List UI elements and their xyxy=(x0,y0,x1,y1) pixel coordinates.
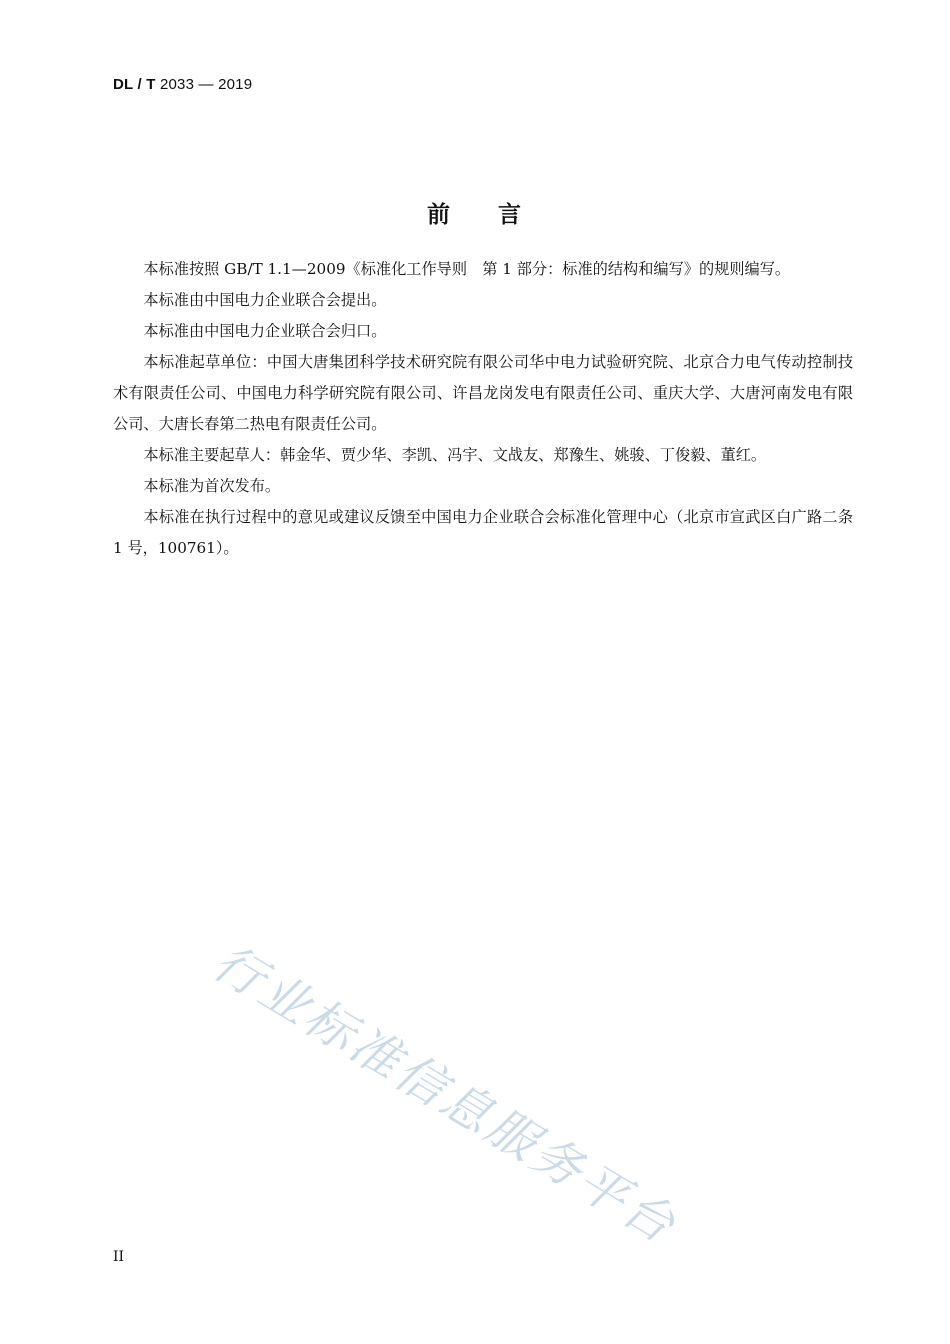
paragraph-centralized-by: 本标准由中国电力企业联合会归口。 xyxy=(143,322,387,340)
paragraph-drafting-units: 本标准起草单位：中国大唐集团科学技术研究院有限公司华中电力试验研究院、北京合力电气传动控制技术有限责任公司、中国电力科学研究院有限公司、许昌龙岗发电有限责任公司、重庆大学、大唐河南发电有限公司、大唐长春第二热电有限责任公司。 xyxy=(113,353,853,433)
paragraph-proposed-by: 本标准由中国电力企业联合会提出。 xyxy=(143,291,387,309)
standard-number: 2033 — 2019 xyxy=(159,76,253,93)
title-char-2: 言 xyxy=(498,202,523,228)
paragraph-main-drafters: 本标准主要起草人：韩金华、贾少华、李凯、冯宇、文战友、郑豫生、姚骏、丁俊毅、董红。 xyxy=(143,446,767,464)
page-number: II xyxy=(113,1249,125,1265)
paragraph-first-release: 本标准为首次发布。 xyxy=(143,477,281,495)
standard-code-header xyxy=(113,76,252,93)
title-char-1: 前 xyxy=(427,202,452,228)
foreword-body xyxy=(113,254,853,564)
paragraph-drafting-rules: 本标准按照 GB/T 1.1—2009《标准化工作导则 第 1 部分：标准的结构和编写》的规则编写。 xyxy=(143,260,791,278)
paragraph-feedback: 本标准在执行过程中的意见或建议反馈至中国电力企业联合会标准化管理中心（北京市宣武区白广路二条 1 号，100761）。 xyxy=(113,508,853,557)
watermark: 行业标准信息服务平台 xyxy=(203,933,688,1256)
standard-prefix: DL / T xyxy=(113,76,156,93)
section-title-foreword xyxy=(0,196,950,229)
